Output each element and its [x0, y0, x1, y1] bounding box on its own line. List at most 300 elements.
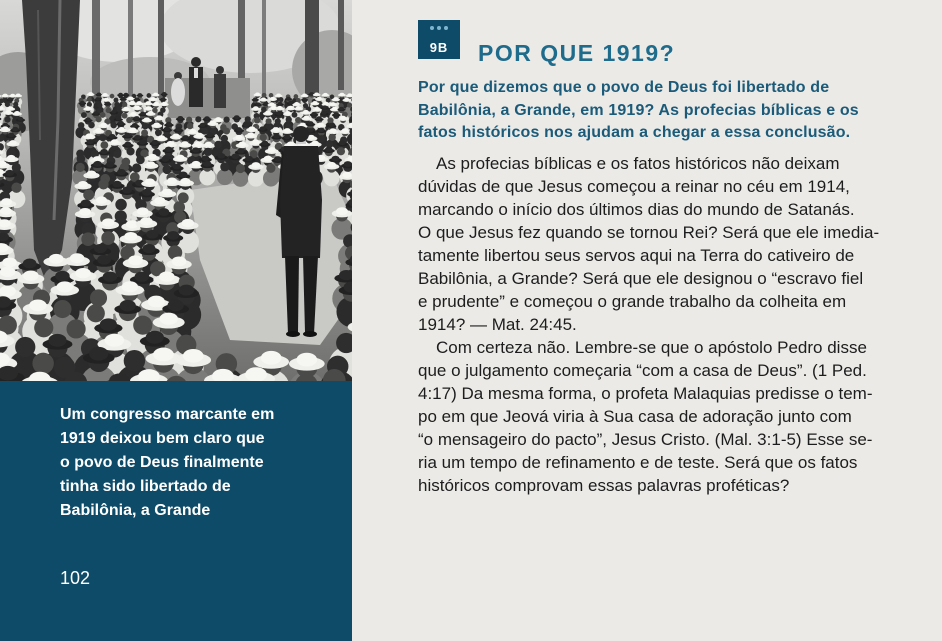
figure-hat-crown: [344, 161, 352, 167]
figure-hat-crown: [332, 107, 337, 111]
dot: [437, 26, 441, 30]
figure-hat-crown: [215, 117, 221, 121]
caption-line: 1919 deixou bem claro que: [60, 430, 265, 447]
figure-head: [32, 353, 53, 374]
figure-head: [136, 155, 145, 164]
figure-hat-crown: [154, 123, 160, 127]
figure-head: [292, 112, 298, 118]
figure-hat-crown: [192, 147, 199, 152]
figure-hat-crown: [140, 217, 152, 225]
figure-hat-crown: [330, 128, 337, 132]
caption-line: tinha sido libertado de: [60, 478, 231, 495]
figure-hat-crown: [48, 334, 66, 347]
figure-hat-crown: [8, 133, 15, 138]
figure-head: [204, 148, 212, 156]
figure-hat-crown: [102, 218, 114, 226]
tree-trunk: [338, 0, 344, 90]
figure-hat-crown: [334, 112, 339, 116]
dot: [430, 26, 434, 30]
figure-hat-crown: [97, 255, 111, 265]
text-line: ria um tempo de refinamento e de teste. Será que os fatos: [418, 453, 858, 472]
figure-hat-crown: [158, 135, 165, 140]
text-line: As profecias bíblicas e os fatos históricos não deixam: [436, 154, 840, 173]
figure-hat-crown: [327, 162, 336, 168]
figure-hat-crown: [268, 147, 276, 152]
figure-hat-crown: [122, 186, 132, 193]
figure-hat-crown: [202, 155, 210, 161]
figure-hat-crown: [122, 281, 138, 292]
figure-hat-crown: [311, 141, 318, 146]
figure-head: [122, 102, 127, 107]
figure-hat-crown: [117, 169, 126, 175]
figure-head: [87, 97, 92, 102]
figure-hat-crown: [146, 230, 158, 239]
figure-head: [99, 134, 106, 141]
figure-head: [77, 154, 86, 163]
figure-head: [81, 112, 87, 118]
figure-head: [126, 117, 132, 123]
figure-hat-crown: [286, 97, 290, 100]
figure-hat-crown: [158, 208, 169, 216]
figure-head: [260, 134, 267, 141]
figure-hat-crown: [165, 147, 172, 152]
figure-hat-crown: [105, 334, 124, 347]
figure-hat-crown: [112, 181, 121, 188]
figure-hat-crown: [182, 219, 194, 227]
figure-head: [15, 337, 35, 357]
figure-head: [110, 94, 115, 99]
figure-hat-crown: [196, 133, 203, 138]
figure-hat-crown: [128, 96, 133, 99]
figure-hat-crown: [168, 300, 184, 312]
figure-hat-crown: [285, 111, 291, 115]
figure-hat-crown: [164, 127, 170, 131]
figure-hat-crown: [308, 121, 314, 125]
tree-trunk: [128, 0, 133, 110]
figure-hat-crown: [57, 281, 73, 292]
figure-head: [87, 304, 105, 322]
text-line: que o julgamento começaria “com a casa de Deus”. (1 Ped.: [418, 361, 867, 380]
figure-hat-crown: [85, 106, 90, 110]
figure-hat-crown: [6, 110, 12, 114]
figure-hat-crown: [183, 349, 204, 363]
figure-head: [318, 135, 325, 142]
figure-head: [115, 199, 127, 211]
figure-hat-crown: [104, 98, 109, 101]
text-line: 1914? — Mat. 24:45.: [418, 315, 577, 334]
congress-photo: [0, 0, 352, 381]
caption-line: Um congresso marcante em: [60, 406, 275, 423]
figure-hat-crown: [100, 318, 117, 330]
figure-head: [90, 289, 107, 306]
figure-hat-crown: [9, 140, 16, 145]
figure-head: [162, 165, 171, 174]
figure-hat-crown: [144, 117, 150, 121]
figure-head: [96, 116, 102, 122]
figure-head: [100, 141, 108, 149]
figure-hat-crown: [182, 135, 189, 140]
figure-hat-crown: [89, 347, 108, 361]
figure-hat-crown: [121, 97, 125, 100]
speaker-body: [171, 78, 185, 106]
figure-hat-crown: [340, 93, 345, 96]
figure-hat-crown: [167, 141, 174, 146]
figure-hat-crown: [178, 116, 184, 120]
man-torso: [280, 146, 322, 258]
figure-head: [81, 232, 95, 246]
figure-head: [236, 164, 245, 173]
figure-hat-crown: [252, 139, 259, 144]
figure-hat-crown: [137, 207, 149, 215]
figure-head: [98, 179, 108, 189]
figure-hat-crown: [294, 102, 299, 105]
figure-hat-crown: [137, 101, 142, 104]
figure-hat-crown: [276, 94, 281, 97]
figure-head: [5, 102, 10, 107]
figure-hat-crown: [152, 140, 159, 145]
figure-hat-crown: [128, 255, 143, 265]
figure-hat-crown: [217, 153, 225, 159]
figure-hat-crown: [179, 285, 194, 296]
figure-head: [141, 130, 148, 137]
figure-hat-crown: [200, 123, 206, 127]
figure-hat-crown: [204, 116, 210, 120]
figure-hat-crown: [261, 351, 282, 365]
three-dots-icon: [418, 26, 460, 31]
figure-head: [124, 350, 145, 371]
right-column: [352, 0, 942, 641]
figure-head: [126, 147, 134, 155]
figure-head: [76, 163, 85, 172]
figure-hat-crown: [315, 107, 320, 111]
figure-head: [132, 163, 141, 172]
figure-hat-crown: [159, 271, 175, 281]
figure-hat-crown: [179, 172, 188, 178]
figure-head: [279, 97, 284, 102]
figure-hat-crown: [134, 116, 140, 120]
figure-hat-crown: [180, 178, 190, 185]
figure-hat-crown: [288, 106, 293, 110]
figure-hat-crown: [342, 172, 351, 178]
man-shoe: [303, 331, 317, 337]
figure-hat-crown: [162, 188, 172, 195]
paragraph: [418, 152, 879, 336]
figure-head: [110, 122, 117, 129]
figure-hat-crown: [317, 123, 323, 127]
figure-head: [114, 98, 119, 103]
figure-hat-crown: [323, 93, 328, 96]
figure-hat-crown: [87, 170, 96, 176]
figure-hat-crown: [181, 141, 188, 146]
figure-hat-crown: [173, 134, 180, 139]
figure-head: [113, 150, 121, 158]
figure-head: [195, 116, 201, 122]
figure-hat-crown: [18, 117, 24, 121]
figure-hat-crown: [29, 299, 46, 311]
figure-hat-crown: [130, 101, 135, 104]
figure-hat-crown: [296, 353, 317, 367]
text-line: 4:17) Da mesma forma, o profeta Malaquias predisse o tem-: [418, 384, 873, 403]
figure-hat-crown: [49, 254, 64, 264]
figure-hat-crown: [339, 107, 344, 111]
dot: [444, 26, 448, 30]
figure-head: [173, 201, 185, 213]
man-shoe: [286, 331, 300, 337]
figure-hat-crown: [140, 112, 145, 116]
figure-head: [97, 103, 102, 108]
text-line: O que Jesus fez quando se tornou Rei? Será que ele imedia-: [418, 223, 880, 242]
figure-hat-crown: [135, 97, 139, 100]
figure-hat-crown: [2, 257, 17, 267]
figure-head: [221, 135, 228, 142]
figure-hat-crown: [161, 156, 169, 162]
figure-hat-crown: [14, 111, 20, 115]
figure-hat-crown: [329, 123, 335, 127]
text-line: po em que Jeová viria à Sua casa de adoração junto com: [418, 407, 852, 426]
figure-hat-crown: [135, 271, 150, 281]
speaker-head: [191, 57, 201, 67]
figure-hat-crown: [265, 111, 271, 115]
figure-head: [116, 106, 122, 112]
figure-hat-crown: [303, 110, 309, 114]
figure-hat-crown: [151, 97, 156, 100]
figure-hat-crown: [80, 101, 85, 104]
figure-head: [187, 123, 194, 130]
figure-hat-crown: [10, 94, 15, 97]
paragraph: [418, 336, 879, 497]
figure-hat-crown: [336, 207, 348, 215]
figure-hat-crown: [101, 123, 107, 127]
figure-hat-crown: [132, 123, 138, 127]
figure-head: [262, 93, 267, 98]
figure-hat-crown: [93, 156, 101, 162]
figure-hat-crown: [130, 112, 136, 116]
figure-hat-crown: [245, 156, 253, 162]
figure-hat-crown: [311, 112, 316, 116]
figure-hat-crown: [156, 115, 162, 119]
figure-hat-crown: [273, 134, 280, 139]
figure-hat-crown: [130, 128, 137, 132]
figure-hat-crown: [95, 128, 102, 132]
figure-hat-crown: [210, 121, 216, 125]
figure-hat-crown: [148, 154, 156, 160]
figure-hat-crown: [139, 140, 146, 145]
figure-hat-crown: [124, 142, 131, 147]
figure-hat-crown: [269, 102, 274, 105]
figure-hat-crown: [256, 102, 261, 105]
figure-hat-crown: [192, 161, 201, 167]
figure-head: [224, 117, 230, 123]
figure-hat-crown: [284, 135, 291, 140]
figure-head: [266, 118, 272, 124]
figure-head: [11, 183, 21, 193]
figure-hat-crown: [264, 156, 272, 162]
figure-hat-crown: [316, 116, 322, 120]
text-line: e prudente” e começou o grande trabalho da colheita em: [418, 292, 847, 311]
figure-head: [266, 164, 275, 173]
figure-hat-crown: [203, 161, 211, 167]
figure-hat-crown: [153, 348, 174, 362]
figure-hat-crown: [322, 111, 327, 115]
figure-head: [220, 162, 229, 171]
figure-hat-crown: [120, 300, 136, 312]
figure-hat-crown: [5, 170, 14, 176]
figure-hat-crown: [116, 116, 122, 120]
figure-head: [295, 117, 301, 123]
figure-head: [142, 123, 149, 130]
figure-hat-crown: [278, 102, 283, 105]
figure-hat-crown: [172, 256, 187, 266]
figure-hat-crown: [0, 267, 15, 277]
crowd-figure: [324, 162, 340, 186]
figure-hat-crown: [97, 93, 101, 96]
figure-head: [122, 113, 128, 119]
figure-hat-crown: [96, 97, 100, 100]
figure-hat-crown: [16, 94, 21, 97]
figure-hat-crown: [333, 97, 338, 100]
figure-hat-crown: [118, 127, 125, 131]
figure-hat-crown: [142, 244, 155, 253]
figure-hat-crown: [273, 127, 280, 131]
figure-head: [329, 134, 336, 141]
figure-hat-crown: [138, 93, 142, 96]
figure-hat-crown: [7, 155, 15, 161]
figure-hat-crown: [206, 133, 213, 138]
figure-head: [53, 300, 71, 318]
figure-hat-crown: [111, 110, 116, 114]
figure-hat-crown: [135, 106, 140, 110]
figure-head: [78, 122, 85, 129]
figure-hat-crown: [2, 126, 9, 130]
figure-hat-crown: [344, 98, 349, 101]
figure-hat-crown: [237, 148, 244, 153]
figure-hat-crown: [0, 286, 16, 297]
figure-hat-crown: [23, 259, 37, 269]
figure-hat-crown: [123, 107, 128, 111]
figure-head: [286, 117, 292, 123]
figure-hat-crown: [205, 142, 212, 147]
figure-hat-crown: [330, 102, 335, 105]
figure-hat-crown: [277, 106, 282, 110]
section-number: 9B: [429, 40, 449, 55]
figure-hat-crown: [124, 93, 128, 96]
figure-hat-crown: [314, 92, 319, 95]
caption-line: Babilônia, a Grande: [60, 502, 211, 519]
figure-hat-crown: [166, 122, 172, 126]
intro-line: Babilônia, a Grande, em 1919? As profecias bíblicas e os: [418, 101, 859, 119]
figure-head: [245, 116, 251, 122]
text-line: “o mensageiro do pacto”, Jesus Cristo. (Mal. 3:1-5) Esse se-: [418, 430, 873, 449]
figure-hat-crown: [0, 207, 12, 215]
figure-hat-crown: [87, 139, 94, 144]
figure-hat-crown: [1, 198, 12, 205]
figure-head: [327, 117, 333, 123]
speaker-shirt: [194, 68, 198, 78]
figure-hat-crown: [100, 149, 107, 154]
figure-hat-crown: [81, 200, 91, 207]
figure-head: [83, 189, 94, 200]
figure-hat-crown: [235, 135, 242, 140]
figure-hat-crown: [234, 115, 240, 119]
figure-hat-crown: [118, 93, 122, 96]
intro-line: fatos históricos nos ajudam a chegar a essa conclusão.: [418, 124, 851, 141]
figure-hat-crown: [96, 196, 107, 203]
figure-hat-crown: [3, 94, 8, 97]
figure-hat-crown: [105, 102, 110, 105]
figure-hat-crown: [302, 93, 307, 96]
figure-hat-crown: [85, 117, 91, 121]
figure-hat-crown: [146, 161, 155, 167]
intro-line: Por que dizemos que o povo de Deus foi libertado de: [418, 79, 830, 96]
figure-hat-crown: [124, 232, 137, 241]
body-text: [418, 152, 879, 497]
figure-hat-crown: [75, 268, 91, 278]
figure-hat-crown: [325, 147, 332, 152]
figure-head: [337, 147, 345, 155]
figure-hat-crown: [173, 164, 181, 170]
figure-hat-crown: [261, 98, 266, 101]
figure-hat-crown: [93, 161, 101, 167]
caption-box: [0, 381, 352, 641]
text-line: dúvidas de que Jesus começou a reinar no céu em 1914,: [418, 177, 850, 196]
figure-hat-crown: [70, 253, 85, 263]
figure-head: [67, 319, 86, 338]
figure-hat-crown: [176, 155, 184, 161]
intro-paragraph: [418, 77, 859, 145]
figure-hat-crown: [340, 116, 346, 120]
left-column: [0, 0, 352, 641]
section-title: POR QUE 1919?: [478, 40, 676, 66]
figure-head: [12, 163, 21, 172]
figure-hat-crown: [304, 116, 310, 120]
figure-hat-crown: [322, 105, 327, 109]
speaker-head: [216, 66, 224, 74]
figure-hat-crown: [145, 178, 155, 185]
figure-hat-crown: [78, 181, 88, 188]
figure-hat-crown: [247, 132, 254, 137]
text-line: históricos comprovam essas palavras proféticas?: [418, 476, 790, 495]
figure-hat-crown: [154, 197, 165, 204]
figure-hat-crown: [238, 142, 245, 147]
figure-head: [115, 210, 127, 222]
tree-trunk: [262, 0, 266, 95]
figure-head: [34, 318, 53, 337]
figure-hat-crown: [161, 97, 165, 100]
figure-hat-crown: [148, 111, 154, 115]
figure-hat-crown: [93, 111, 98, 115]
figure-hat-crown: [160, 313, 178, 325]
figure-hat-crown: [162, 102, 167, 105]
figure-hat-crown: [94, 244, 107, 253]
figure-hat-crown: [276, 112, 281, 116]
figure-hat-crown: [339, 140, 346, 145]
figure-hat-crown: [302, 97, 306, 100]
figure-hat-crown: [236, 127, 242, 131]
tree-trunk: [158, 0, 164, 100]
figure-hat-crown: [134, 135, 141, 140]
figure-hat-crown: [288, 101, 293, 104]
figure-hat-crown: [167, 177, 177, 184]
figure-head: [186, 117, 192, 123]
figure-hat-crown: [23, 271, 39, 281]
figure-hat-crown: [8, 97, 12, 100]
figure-head: [133, 316, 152, 335]
figure-head: [13, 102, 18, 107]
figure-hat-crown: [287, 142, 294, 147]
figure-hat-crown: [253, 106, 258, 110]
figure-hat-crown: [323, 102, 328, 105]
text-line: tamente libertou seus servos aqui na Terra do cativeiro de: [418, 246, 855, 265]
